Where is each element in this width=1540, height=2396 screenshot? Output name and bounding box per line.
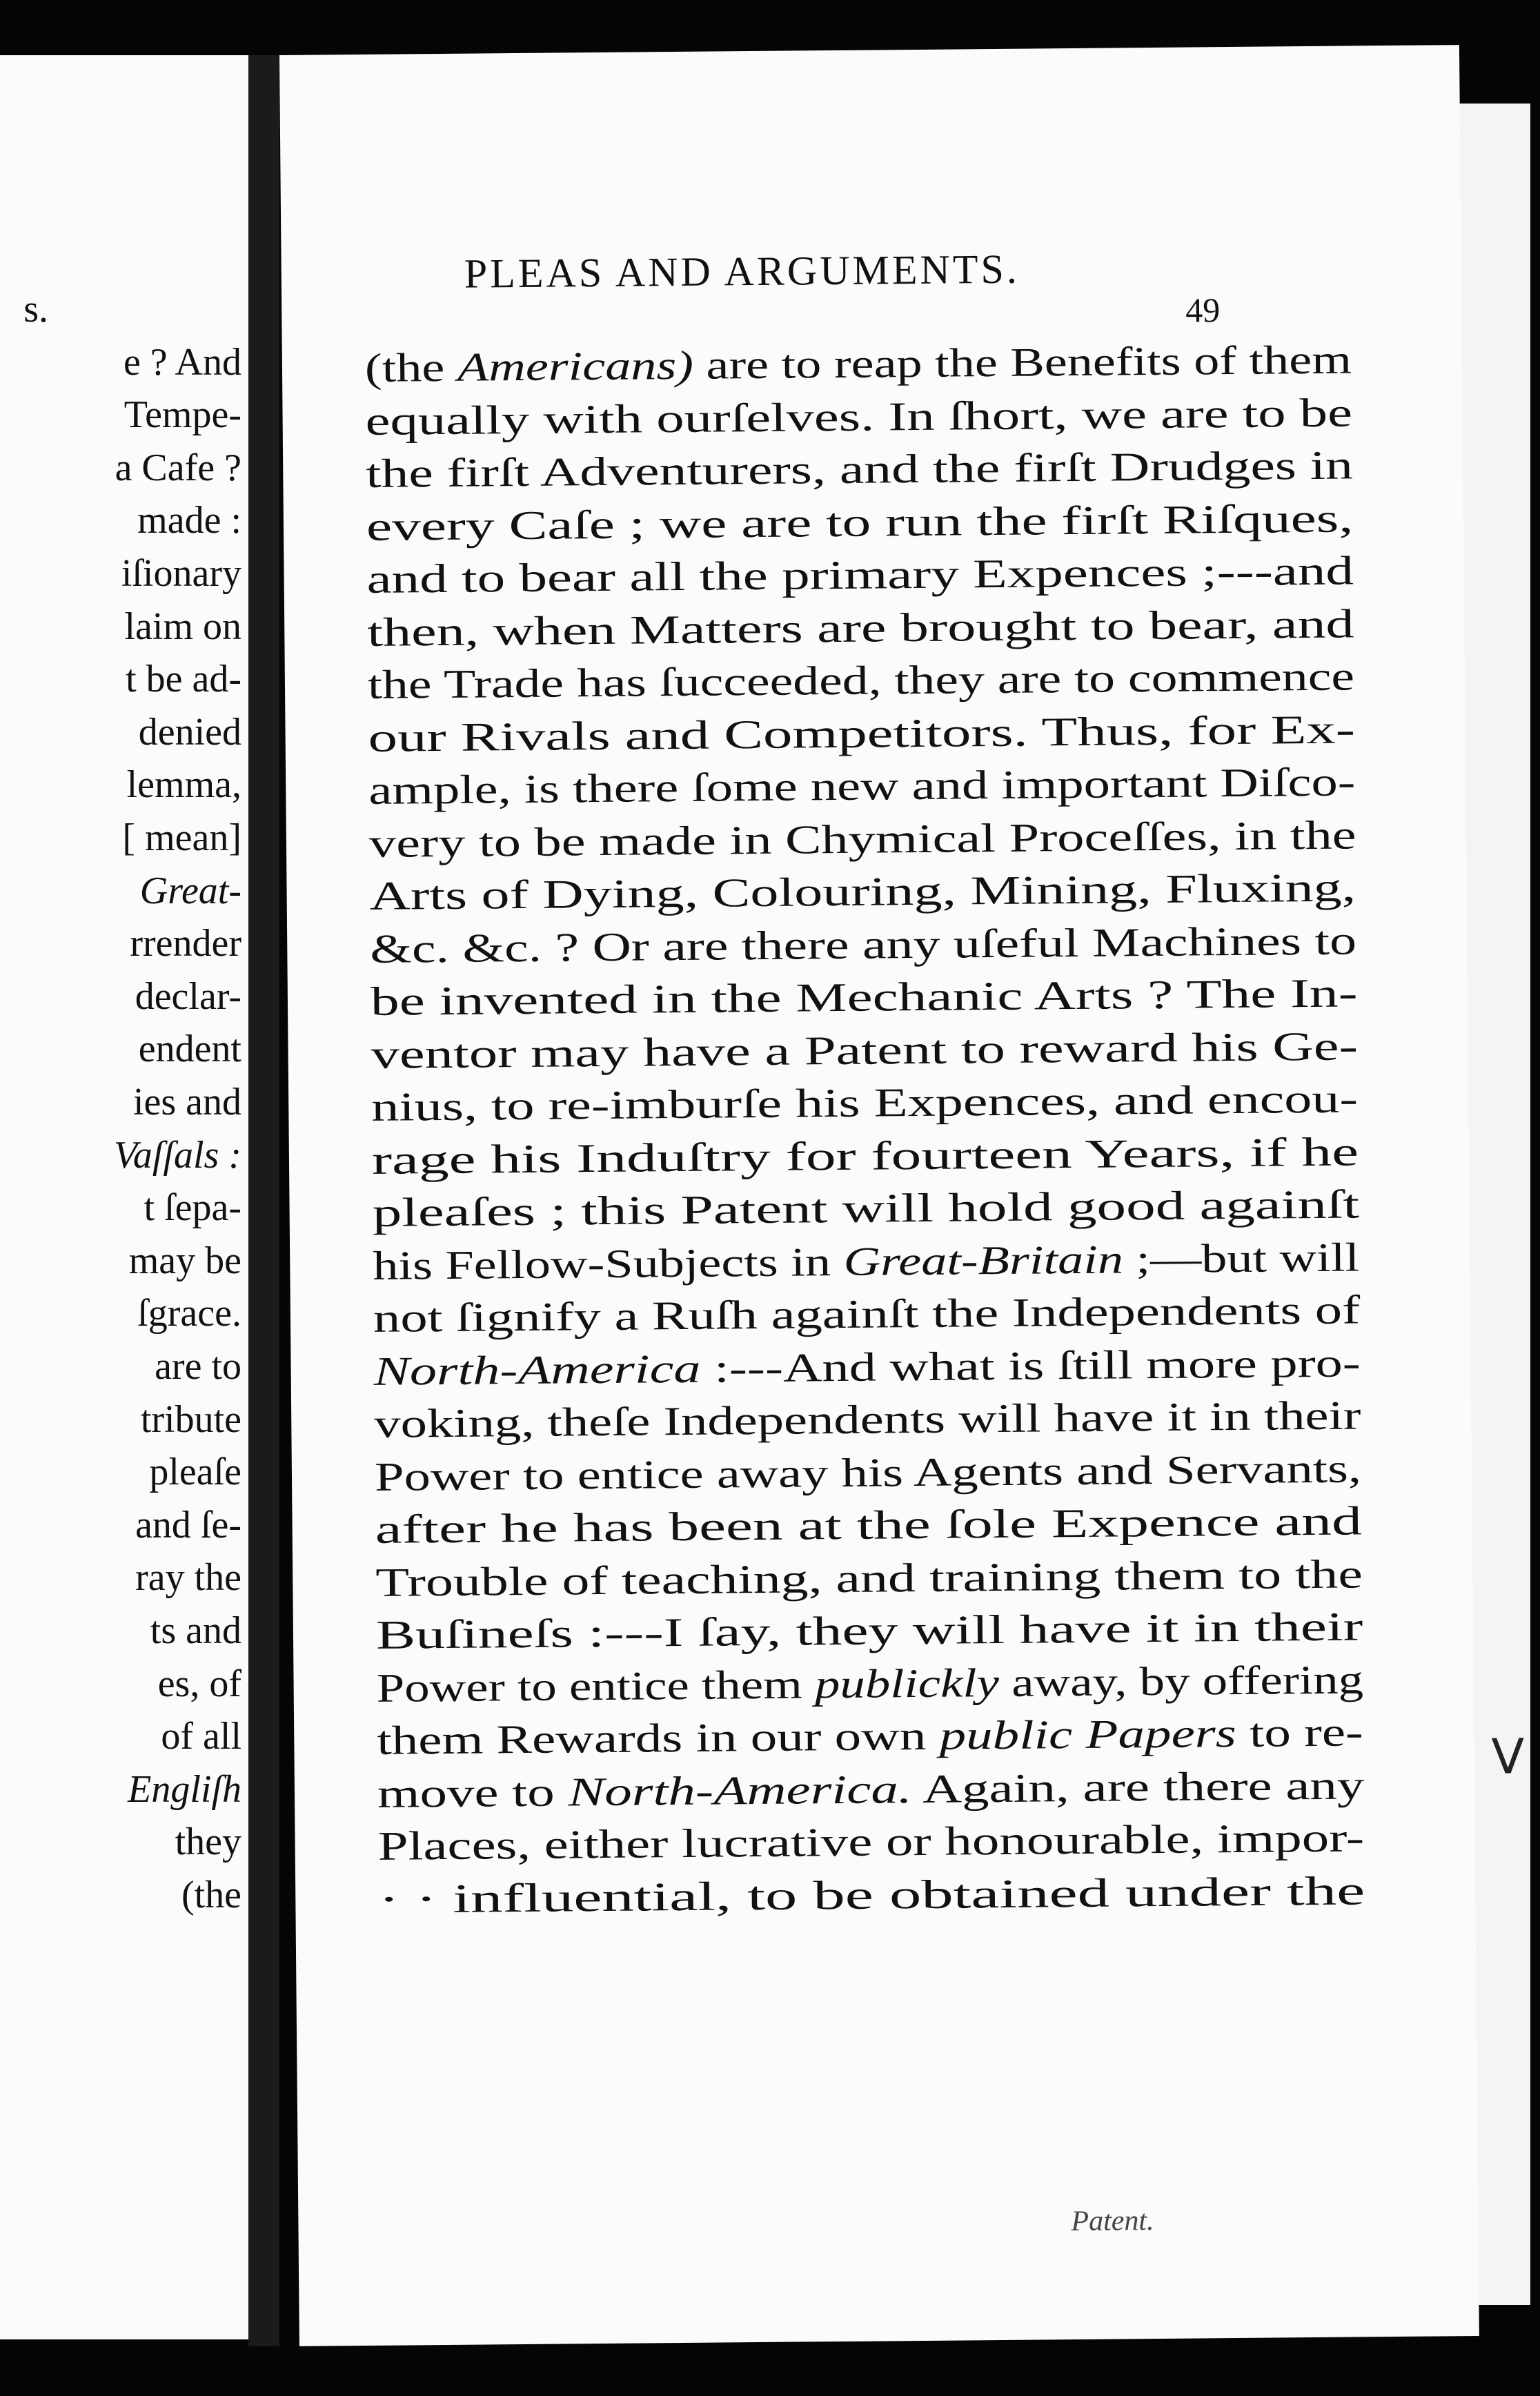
left-page-line: a Cafe ? [115,446,241,489]
left-page-line: and ſe- [135,1503,241,1546]
text-line [366,547,1354,602]
left-page-line: t ſepa- [144,1186,241,1230]
text-run: Places, either lucrative or honourable, impor- [377,1814,1365,1869]
text-line [377,1709,1363,1763]
text-run: after he has been at the ſole Expence and [375,1498,1363,1552]
text-run: away, by offering [998,1656,1364,1705]
text-run: move to [377,1768,569,1816]
text-line [371,1128,1359,1183]
text-line [367,653,1355,707]
text-line [372,1181,1360,1235]
text-line [374,1444,1362,1500]
text-line [371,1075,1359,1130]
text-run: his Fellow-Subjects in [373,1238,844,1288]
text-run: our Rivals and Competitors. Thus, for Ex- [368,705,1356,760]
left-page-line: Vaſſals : [113,1133,241,1177]
text-line [373,1286,1361,1341]
text-line [368,705,1356,760]
text-line [367,600,1354,655]
text-line [364,336,1352,391]
text-line [375,1603,1363,1658]
text-run: equally with ourſelves. In ſhort, we are to be [365,389,1353,444]
left-page-line: lemma, [126,763,241,807]
right-page [279,45,1525,2346]
text-run: be invented in the Mechanic Arts ? The In- [370,970,1358,1024]
text-run: voking, theſe Independents will have it in their [374,1392,1361,1446]
text-line [370,970,1358,1024]
text-run: ample, is there ſome new and important Diſco- [368,758,1356,813]
left-page-fragment [0,55,248,2339]
text-line [377,1814,1365,1869]
text-run: to re- [1236,1709,1363,1756]
text-run: them Rewards in our own [377,1712,940,1763]
text-line [378,1867,1365,1922]
text-run: ;—but will [1123,1233,1360,1282]
left-page-line: ts and [150,1609,241,1652]
left-page-line: rrender [130,922,241,965]
text-line [369,864,1356,919]
text-run: · · influential, to be obtained under the [378,1867,1365,1922]
text-run: every Caſe ; we are to run the firſt Riſques, [366,494,1354,549]
left-page-line: endent [138,1028,241,1071]
left-page-line: are to [155,1345,241,1388]
italic-text: Great-Britain [843,1235,1124,1284]
italic-text: publickly [814,1659,1000,1707]
left-page-line: Engliſh [128,1767,241,1811]
text-run: Trouble of teaching, and training them to the [375,1550,1363,1605]
margin-check-mark: V [1491,1728,1525,1785]
italic-text: Americans) [457,342,694,390]
italic-text: North-America [373,1345,701,1394]
left-page-line: pleaſe [149,1451,241,1494]
text-line [370,916,1357,972]
italic-text: public Papers [939,1709,1236,1758]
left-page-line: declar- [135,974,241,1018]
text-line [375,1550,1363,1605]
text-run: Buſineſs :---I ſay, they will have it in their [375,1603,1363,1658]
text-run: :---And what is ſtill more pro- [700,1339,1361,1391]
catchword: Patent. [1071,2205,1154,2238]
text-run: &c. &c. ? Or are there any uſeful Machines to [370,916,1357,972]
left-page-line: of all [161,1715,241,1758]
left-page-line: (the [181,1874,241,1916]
left-page-line: laim on [124,605,241,648]
italic-text: North-America. [568,1765,912,1814]
text-run: are to reap the Benefits of them [693,336,1352,388]
page-number: 49 [1185,291,1221,330]
text-run: then, when Matters are brought to bear, and [367,600,1354,655]
text-run: ventor may have a Patent to reward his Ge- [371,1022,1359,1077]
left-page-line: made : [137,499,241,542]
left-page-line: iſionary [121,552,241,595]
left-page-line: es, of [157,1662,241,1705]
left-page-line: [ mean] [122,816,241,859]
text-run: Again, are there any [911,1761,1365,1811]
text-line [373,1339,1361,1394]
text-line [373,1233,1360,1288]
left-page-line: ray the [135,1556,241,1600]
text-line [376,1656,1364,1711]
text-run: very to be made in Chymical Proceſſes, in the [368,811,1356,866]
text-run: (the [364,344,458,391]
running-head: PLEAS AND ARGUMENTS. [464,246,1020,297]
text-run: Arts of Dying, Colouring, Mining, Fluxing, [369,864,1356,919]
book-gutter [248,55,279,2346]
left-page-line: Great- [139,869,241,912]
text-line [365,389,1353,444]
left-page-line: tribute [140,1397,241,1441]
text-line [374,1392,1361,1446]
left-page-line: ies and [132,1081,241,1123]
text-run: rage his Induſtry for fourteen Years, if he [371,1128,1359,1183]
text-line [377,1761,1365,1816]
text-run: Power to entice away his Agents and Servants, [374,1444,1362,1500]
text-run: the firſt Adventurers, and the firſt Drudges in [366,442,1354,496]
left-page-line: ſgrace. [137,1292,241,1335]
text-run: Power to entice them [376,1660,816,1711]
text-run: the Trade has ſucceeded, they are to commence [367,653,1355,707]
text-line [366,442,1354,496]
text-line [368,758,1356,813]
left-page-line: s. [23,288,48,331]
left-page-line: Tempe- [124,393,241,437]
text-run: not ſignify a Ruſh againſt the Independents of [373,1286,1361,1341]
text-line [371,1022,1359,1077]
text-line [368,811,1356,866]
left-page-line: denied [138,710,241,754]
text-run: nius, to re-imburſe his Expences, and encou- [371,1075,1359,1130]
text-run: pleaſes ; this Patent will hold good againſt [372,1181,1360,1235]
left-page-line: e ? And [123,340,241,384]
text-run: and to bear all the primary Expences ;---and [366,547,1354,602]
left-page-line: may be [128,1239,241,1282]
text-line [375,1498,1363,1552]
text-line [366,494,1354,549]
left-page-line: they [175,1820,241,1864]
left-page-line: t be ad- [126,658,241,701]
